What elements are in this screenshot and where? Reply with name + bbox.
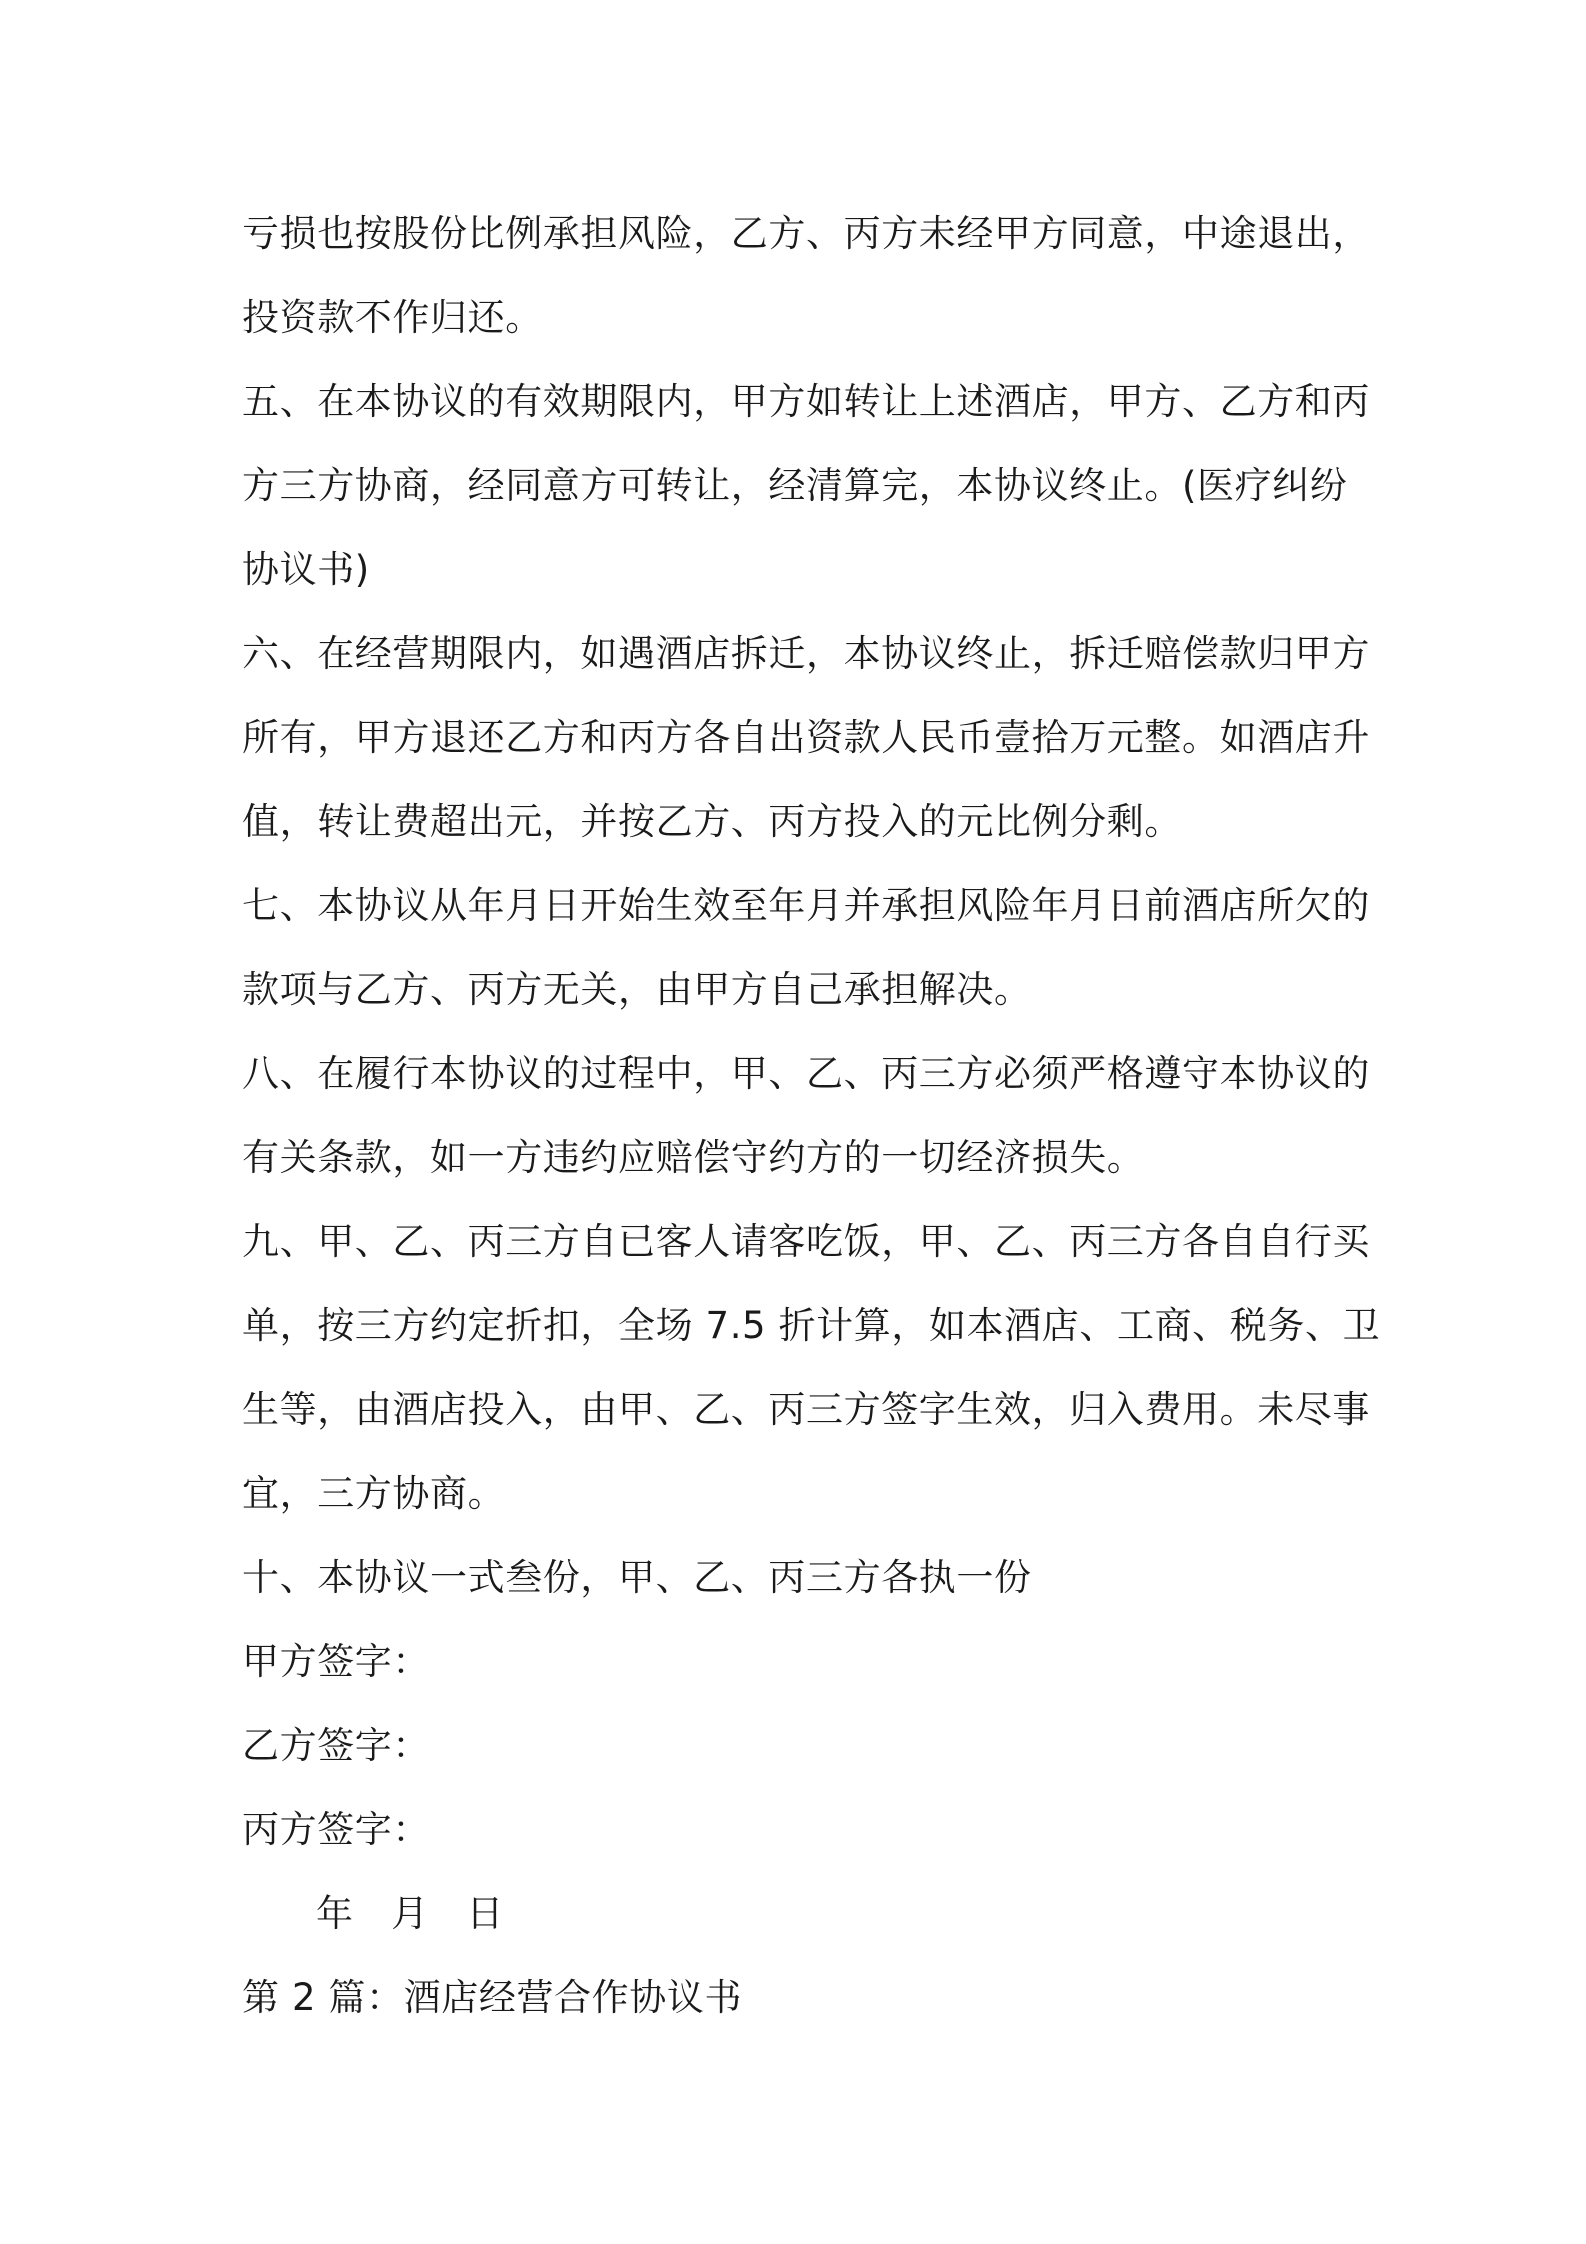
text-line: 亏损也按股份比例承担风险，乙方、丙方未经甲方同意，中途退出， [242,212,1370,255]
clause-10-line: 十、本协议一式叁份，甲、乙、丙三方各执一份 [242,1556,1032,1599]
text-line: 宜，三方协商。 [242,1472,506,1515]
text-line: 方三方协商，经同意方可转让，经清算完，本协议终止。(医疗纠纷 [242,464,1348,507]
text-line: 所有，甲方退还乙方和丙方各自出资款人民币壹拾万元整。如酒店升 [242,716,1370,759]
clause-9-line: 九、甲、乙、丙三方自已客人请客吃饭，甲、乙、丙三方各自自行买 [242,1220,1370,1263]
next-article-heading: 第 2 篇：酒店经营合作协议书 [242,1976,743,2019]
text-line: 值，转让费超出元，并按乙方、丙方投入的元比例分剩。 [242,800,1182,843]
document-page [242,192,1381,2040]
text-line: 生等，由酒店投入，由甲、乙、丙三方签字生效，归入费用。未尽事 [242,1388,1370,1431]
party-b-signature: 乙方签字： [242,1724,430,1767]
clause-6-line: 六、在经营期限内，如遇酒店拆迁，本协议终止，拆迁赔偿款归甲方 [242,632,1370,675]
party-a-signature: 甲方签字： [242,1640,430,1683]
clause-8-line: 八、在履行本协议的过程中，甲、乙、丙三方必须严格遵守本协议的 [242,1052,1370,1095]
text-line: 有关条款，如一方违约应赔偿守约方的一切经济损失。 [242,1136,1145,1179]
date-line: 年 月 日 [316,1892,504,1935]
clause-5-line: 五、在本协议的有效期限内，甲方如转让上述酒店，甲方、乙方和丙 [242,380,1370,423]
clause-7-line: 七、本协议从年月日开始生效至年月并承担风险年月日前酒店所欠的 [242,884,1370,927]
text-line: 协议书) [242,548,370,591]
text-line: 单，按三方约定折扣，全场 7.5 折计算，如本酒店、工商、税务、卫 [242,1304,1381,1347]
party-c-signature: 丙方签字： [242,1808,430,1851]
text-line: 款项与乙方、丙方无关，由甲方自己承担解决。 [242,968,1032,1011]
text-line: 投资款不作归还。 [242,296,543,339]
